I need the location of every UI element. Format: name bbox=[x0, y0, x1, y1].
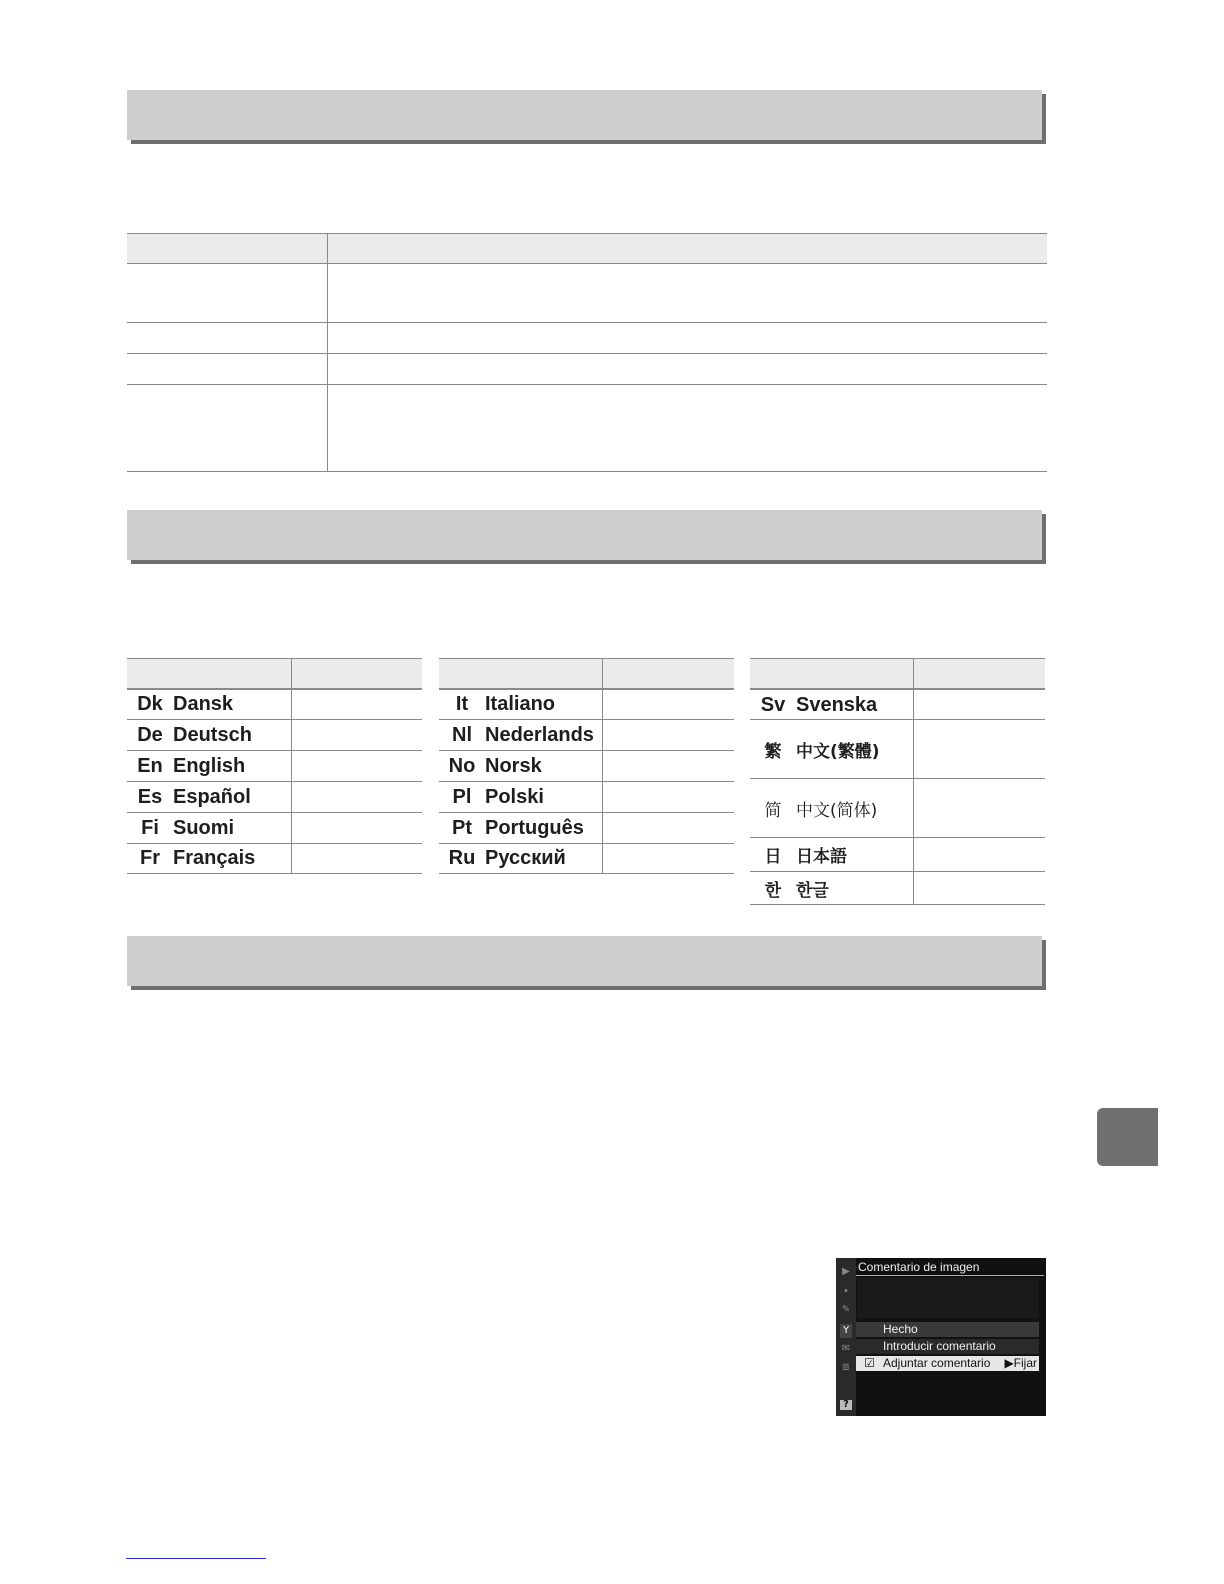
language-name: English bbox=[173, 754, 246, 777]
language-code: Fi bbox=[141, 816, 159, 839]
checkbox-icon[interactable]: ☑ bbox=[864, 1356, 875, 1370]
language-code: Fr bbox=[140, 847, 160, 869]
language-name: Suomi bbox=[173, 816, 235, 839]
chapter-tab bbox=[1097, 1108, 1158, 1166]
shooting-menu-icon: • bbox=[843, 1286, 849, 1297]
language-code: Ru bbox=[448, 847, 476, 869]
language-row-ru bbox=[439, 844, 566, 873]
language-name: Polski bbox=[485, 785, 544, 808]
language-code: 繁 bbox=[764, 741, 782, 762]
language-code: No bbox=[448, 754, 476, 777]
language-name: 中文(繁體) bbox=[796, 741, 880, 762]
retouch-menu-icon: ✉ bbox=[841, 1343, 851, 1354]
language-name: Dansk bbox=[173, 692, 234, 715]
language-name: Norsk bbox=[485, 754, 542, 777]
comment-preview-box bbox=[857, 1278, 1039, 1318]
language-row-es bbox=[127, 782, 251, 812]
language-name: Deutsch bbox=[173, 723, 252, 746]
language-code: 简 bbox=[764, 800, 782, 821]
language-code: Es bbox=[137, 785, 163, 808]
section-banner-3 bbox=[127, 936, 1042, 986]
language-code: 日 bbox=[764, 847, 782, 867]
language-code: Dk bbox=[137, 692, 163, 715]
set-action-label: ▶Fijar bbox=[1004, 1356, 1037, 1370]
language-code: Pl bbox=[452, 785, 472, 808]
language-row-sv bbox=[750, 690, 877, 720]
language-name: Español bbox=[173, 785, 251, 808]
camera-menu-sidebar bbox=[836, 1258, 856, 1416]
language-row-it bbox=[439, 689, 555, 719]
language-row-nl bbox=[439, 720, 594, 750]
language-code: Pt bbox=[452, 816, 472, 839]
language-row-fi bbox=[127, 813, 234, 843]
language-name: Português bbox=[485, 816, 584, 839]
language-row-zh-cn bbox=[750, 779, 877, 837]
language-code: It bbox=[455, 692, 469, 715]
language-name: 中文(简体) bbox=[796, 800, 878, 821]
setup-menu-icon: Y bbox=[840, 1324, 852, 1338]
language-name: Nederlands bbox=[485, 723, 594, 746]
section-banner-2 bbox=[127, 510, 1042, 560]
language-name: Français bbox=[173, 847, 256, 869]
language-name: Svenska bbox=[796, 693, 878, 716]
camera-menu-screenshot bbox=[836, 1258, 1046, 1416]
language-code: 한 bbox=[764, 880, 782, 901]
language-code: En bbox=[137, 754, 163, 777]
playback-menu-icon: ▶ bbox=[842, 1266, 850, 1277]
language-row-no bbox=[439, 751, 542, 781]
language-row-de bbox=[127, 720, 252, 750]
footnote-rule bbox=[126, 1558, 266, 1559]
menu-item-attach-comment[interactable]: ☑ Adjuntar comentario ▶Fijar bbox=[856, 1356, 1039, 1371]
language-name: 한글 bbox=[796, 880, 829, 901]
language-name: 日本語 bbox=[796, 847, 847, 867]
menu-item-input-comment[interactable]: Introducir comentario bbox=[856, 1339, 1039, 1354]
menu-item-done[interactable]: Hecho bbox=[856, 1322, 1039, 1337]
language-code: Sv bbox=[760, 693, 786, 716]
language-code: De bbox=[137, 723, 163, 746]
language-name: Italiano bbox=[485, 692, 556, 715]
language-row-dk bbox=[127, 689, 233, 719]
camera-menu-title: Comentario de imagen bbox=[858, 1260, 980, 1274]
language-code: Nl bbox=[452, 723, 472, 746]
custom-settings-icon: ✎ bbox=[841, 1304, 851, 1315]
language-row-ja bbox=[750, 838, 847, 871]
language-row-pl bbox=[439, 782, 544, 812]
options-table-header bbox=[127, 233, 1047, 263]
language-row-pt bbox=[439, 813, 584, 843]
language-row-fr bbox=[127, 844, 255, 873]
my-menu-icon: ≣ bbox=[841, 1362, 851, 1373]
help-icon: ? bbox=[840, 1400, 852, 1410]
language-row-en bbox=[127, 751, 245, 781]
section-banner-1 bbox=[127, 90, 1042, 140]
language-name: Русский bbox=[485, 847, 566, 869]
language-row-zh-tw bbox=[750, 720, 880, 778]
language-row-ko bbox=[750, 872, 829, 904]
